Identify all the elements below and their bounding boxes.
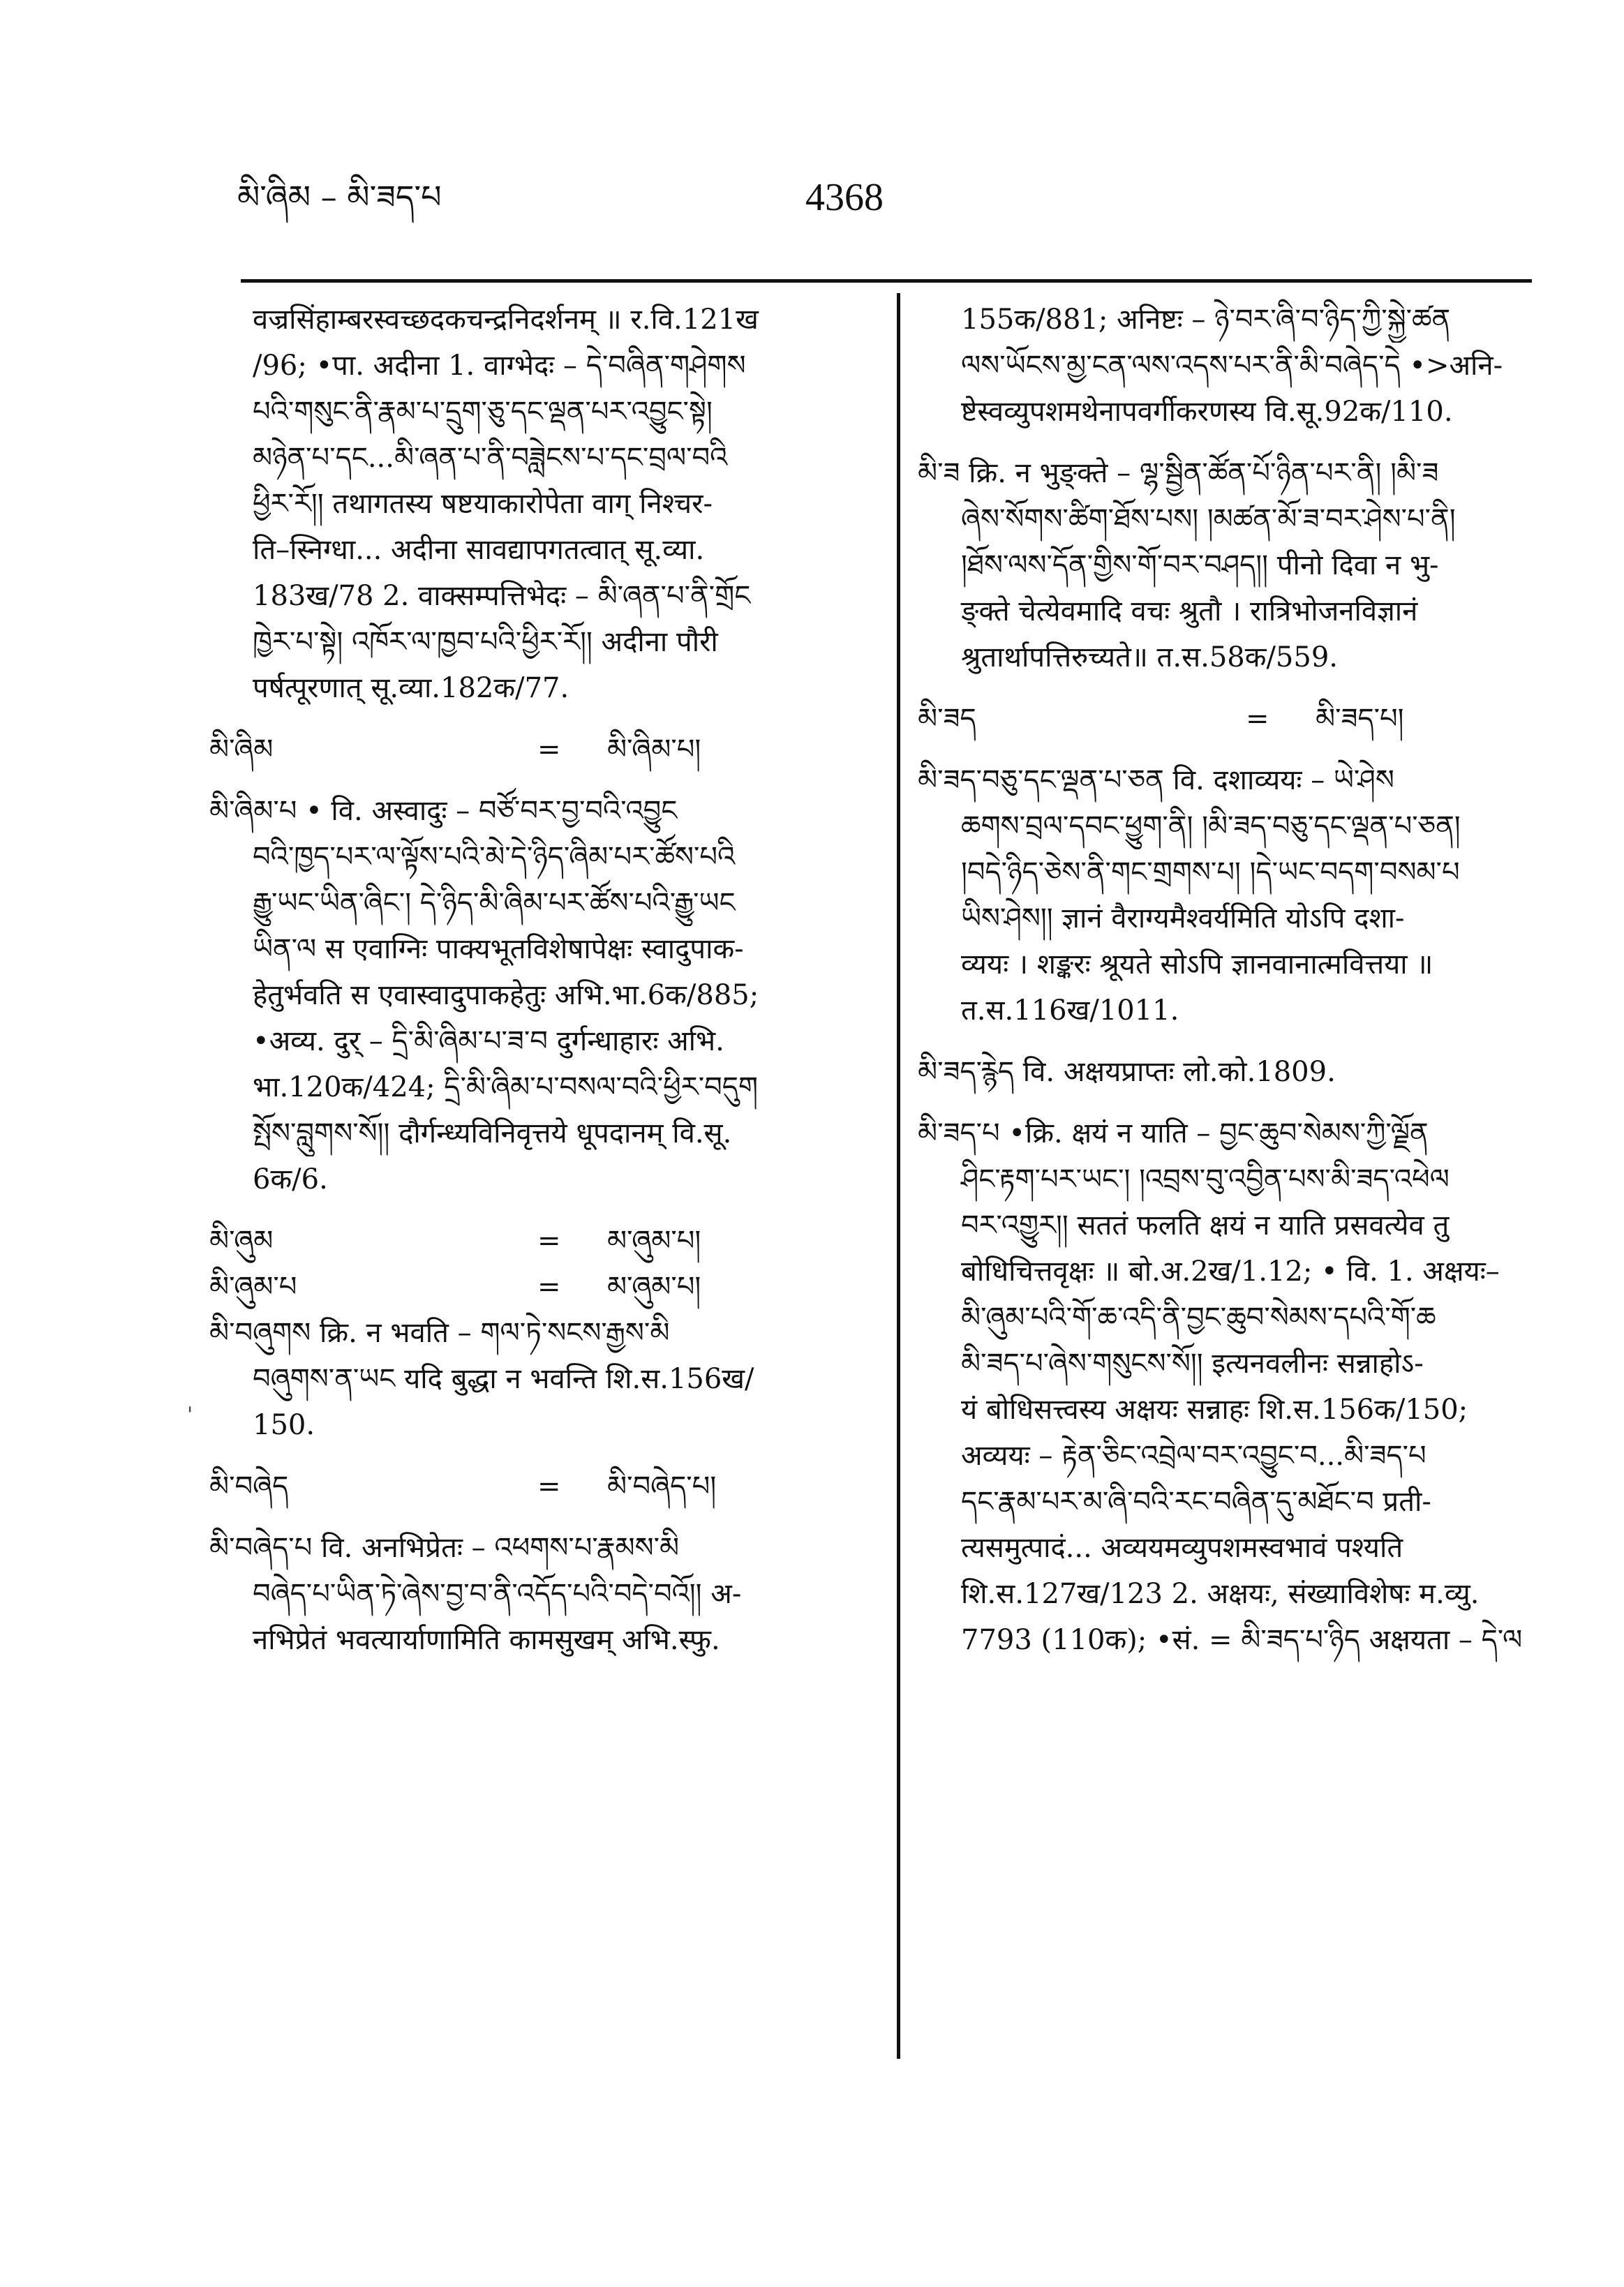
entry-text-line: ཁྱེར་པ་སྟེ། འཁོར་ལ་ཁྱབ་པའི་ཕྱིར་རོ།། अदीना पौरी (253, 626, 718, 658)
stray-mark: ' (187, 1403, 193, 1427)
entry-headword: མི་ཞིམ (209, 733, 274, 766)
entry-gap (209, 711, 865, 727)
left-column (209, 297, 865, 1663)
entry-text-line: བཞུགས་ན་ཡང यदि बुद्धा न भवन्ति शि.स.156ख/ (253, 1363, 754, 1395)
reference-target: མ་ཞུམ་པ། (607, 1271, 701, 1303)
cross-reference-entry (918, 696, 1546, 742)
entry-text-line: མཉེན་པ་དང...མི་ཞན་པ་ནི་བཟླེངས་པ་དང་བྲལ་བའི (253, 442, 728, 474)
entry-gap (918, 1095, 1546, 1110)
reference-target: མི་ཟད་པ། (1316, 703, 1404, 735)
entry-text-line: 183ख/78 2. वाक्सम्पत्तिभेदः – མི་ཞན་པ་ནི་གྲོང (253, 580, 751, 612)
entry-gap (209, 1448, 865, 1463)
entry-text-line: व्ययः । शङ्करः श्रूयते सोऽपि ज्ञानवानात्मवित्तया ॥ (961, 948, 1433, 981)
entry-text-line: पर्षत्पूरणात् सू.व्या.182क/77. (253, 672, 569, 704)
entry-gap (918, 680, 1546, 696)
header-rule (241, 279, 1532, 283)
entry-headword: མི་ཞུམ་པ (209, 1271, 297, 1303)
entry-text-line: ङ्क्ते चेत्येवमादि वचः श्रुतौ । रात्रिभोजनविज्ञानं (961, 595, 1418, 627)
reference-target: མི་ཞིམ་པ། (607, 733, 701, 766)
entry-text-line: हेतुर्भवति स एवास्वादुपाकहेतुः अभि.भा.6क/885; (253, 979, 759, 1011)
entry-head-line: མི་ཞིམ་པ • वि. अस्वादुः – བཙོ་བར་བྱ་བའི་འབྱུང (209, 795, 678, 827)
entry-head-line: མི་བཞེད་པ वि. अनभिप्रेतः – འཕགས་པ་རྣམས་མི (209, 1532, 680, 1564)
cross-reference-entry (209, 1264, 865, 1310)
entry-gap (918, 742, 1546, 757)
cross-reference-entry (209, 727, 865, 773)
cross-reference-entry (209, 1218, 865, 1264)
entry-text-line: ཡིས་ཤེས།། ज्ञानं वैराग्यमैश्वर्यमिति योऽपि दशा- (961, 902, 1405, 934)
entry-text-line: དང་རྣམ་པར་མ་ཞི་བའི་རང་བཞིན་དུ་མཐོང་བ प्रती- (961, 1486, 1431, 1518)
entry-text-line: ति–स्निग्धा... अदीना सावद्यापगतत्वात् सू.व्या. (253, 534, 705, 566)
entry-text-line: བར་འགྱུར།། सततं फलति क्षयं न याति प्रसवत्येव तु (961, 1209, 1450, 1242)
entry-text-line: །བདེ་ཉིད་ཅེས་ནི་གང་གྲགས་པ། །དེ་ཡང་བདག་བསམ་པ (961, 856, 1460, 888)
entry-text-line: ष्टेस्वव्युपशमथेनापवर्गीकरणस्य वि.सू.92क/110. (961, 396, 1453, 428)
entry-text-line: बोधिचित्तवृक्षः ॥ बो.अ.2ख/1.12; • वि. 1. अक्षयः– (961, 1256, 1500, 1288)
entry-text-line: ཞེས་སོགས་ཚིག་ཐོས་པས། །མཚན་མོ་ཟ་བར་ཤེས་པ་ནི། (961, 503, 1456, 535)
entry-gap (209, 1202, 865, 1218)
entry-text-line: བཞེད་པ་ཡིན་ཏེ་ཞེས་བྱ་བ་ནི་འདོད་པའི་བདེ་བའོ།། अ- (253, 1578, 742, 1610)
entry-gap (918, 435, 1546, 450)
entry-gap (209, 1510, 865, 1525)
entry-text-line: त.स.116ख/1011. (961, 994, 1179, 1027)
entry-gap (209, 773, 865, 788)
page-number: 4368 (805, 176, 884, 219)
entry-text-line: शि.स.127ख/123 2. अक्षयः, संख्याविशेषः म.व्यु. (961, 1578, 1480, 1610)
equals-sign: = (1246, 703, 1269, 735)
entry-head-line: མི་ཟད་པ •क्रि. क्षयं न याति – བྱང་ཆུབ་སེམས་ཀྱི་ལྗོན (918, 1117, 1429, 1149)
entry-gap (918, 1034, 1546, 1049)
entry-text-line: •अव्य. दुर् – དྲི་མི་ཞིམ་པ་ཟ་བ दुर्गन्धाहारः अभि. (253, 1025, 724, 1057)
entry-text-line: བའི་ཁྱད་པར་ལ་ལྟོས་པའི་མེ་དེ་ཉིད་ཞིམ་པར་ཚོས་པའི (253, 841, 736, 873)
entry-text-line: མི་ཞུམ་པའི་གོ་ཆ་འདི་ནི་བྱང་ཆུབ་སེམས་དཔའི་གོ་ཆ (961, 1302, 1436, 1334)
entry-text-line: 6क/6. (253, 1163, 328, 1195)
running-header-left: མི་ཞིམ – མི་ཟད་པ (237, 178, 442, 216)
equals-sign: = (537, 733, 561, 766)
entry-text-line: ལས་ཡོངས་མྱ་ངན་ལས་འདས་པར་ནི་མི་བཞེད་དེ •>अनि- (961, 350, 1503, 382)
entry-text-line: མི་ཟད་པ་ཞེས་གསུངས་སོ།། इत्यनवलीनः सन्नाहोऽ- (961, 1348, 1424, 1380)
entry-text-line: 155क/881; अनिष्टः – ཉེ་བར་ཞི་བ་ཉིད་ཀྱི་སྐྱེ་ཚན (961, 304, 1451, 336)
entry-headword: མི་ཞུམ (209, 1225, 274, 1257)
right-column (918, 297, 1546, 1663)
entry-text-line: །ཐོས་ལས་དོན་གྱིས་གོ་བར་བཤད།། पीनो दिवा न भु- (961, 549, 1439, 581)
entry-text-line: ཆགས་བྲལ་དབང་ཕྱུག་ནི། །མི་ཟད་བཅུ་དང་ལྡན་པ་ཅན། (961, 810, 1461, 842)
entry-text-line: त्यसमुत्पादं... अव्ययमव्युपशमस्वभावं पश्यति (961, 1532, 1403, 1564)
entry-headword: མི་བཞེད (209, 1470, 289, 1503)
entry-text-line: वज्रसिंहाम्बरस्वच्छदकचन्द्रनिदर्शनम् ॥ र.वि.121ख (253, 304, 759, 336)
cross-reference-entry (209, 1463, 865, 1510)
entry-text-line: ཤིང་རྟག་པར་ཡང་། །འབྲས་བུ་འབྱིན་པས་མི་ཟད་འཕེལ (961, 1163, 1450, 1195)
entry-text-line: 7793 (110क); •सं. = མི་ཟད་པ་ཉིད अक्षयता – དེ་ལ (961, 1624, 1523, 1656)
entry-head-line: མི་བཞུགས क्रि. न भवति – གལ་ཏེ་སངས་རྒྱས་མི (209, 1317, 670, 1349)
entry-text-line: 150. (253, 1409, 315, 1441)
entry-text-line: नभिप्रेतं भवत्यार्याणामिति कामसुखम् अभि.स्फु. (253, 1624, 720, 1656)
entry-head-line: མི་ཟ क्रि. न भुङ्क्ते – ལྷ་སྦྱིན་ཚོན་པོ་ཉིན་པར་ནི། །མི་ཟ (918, 457, 1439, 489)
reference-target: མ་ཞུམ་པ། (607, 1225, 701, 1257)
entry-text-line: སྤོས་བླུགས་སོ།། दौर्गन्ध्यविनिवृत्तये धूपदानम् वि.सू. (253, 1117, 732, 1149)
entry-text-line: རྒྱུ་ཡང་ཡིན་ཞིང་། དེ་ཉིད་མི་ཞིམ་པར་ཚོས་པའི་རྒྱུ་ཡང (253, 887, 736, 919)
equals-sign: = (537, 1470, 561, 1503)
entry-head-line: མི་ཟད་རྙེད वि. अक्षयप्राप्तः लो.को.1809. (918, 1056, 1336, 1088)
entry-text-line: པའི་གསུང་ནི་རྣམ་པ་དྲུག་ཅུ་དང་ལྡན་པར་འབྱུང་སྟེ། (253, 396, 713, 428)
entry-head-line: མི་ཟད་བཅུ་དང་ལྡན་པ་ཅན वि. दशाव्ययः – ཡེ་ཤེས (918, 764, 1394, 796)
entry-text-line: अव्ययः – རྟེན་ཅིང་འབྲེལ་བར་འབྱུང་བ...མི་ཟད་པ (961, 1440, 1426, 1472)
column-divider (897, 293, 900, 2059)
entry-text-line: ཕྱིར་རོ།། तथागतस्य षष्टयाकारोपेता वाग् निश्चर- (253, 488, 713, 520)
reference-target: མི་བཞེད་པ། (607, 1470, 717, 1503)
entry-text-line: श्रुतार्थापत्तिरुच्यते॥ त.स.58क/559. (961, 641, 1338, 673)
equals-sign: = (537, 1225, 561, 1257)
entry-text-line: यं बोधिसत्त्वस्य अक्षयः सन्नाहः शि.स.156क/150; (961, 1394, 1468, 1426)
entry-text-line: /96; •पा. अदीना 1. वाग्भेदः – དེ་བཞིན་གཤེགས (253, 350, 746, 382)
equals-sign: = (537, 1271, 561, 1303)
entry-text-line: भा.120क/424; དྲི་མི་ཞིམ་པ་བསལ་བའི་ཕྱིར་བདུག (253, 1071, 759, 1103)
entry-headword: མི་ཟད (918, 703, 976, 735)
entry-text-line: ཡིན་ལ स एवाग्निः पाक्यभूतविशेषापेक्षः स्वादुपाक- (253, 933, 744, 965)
